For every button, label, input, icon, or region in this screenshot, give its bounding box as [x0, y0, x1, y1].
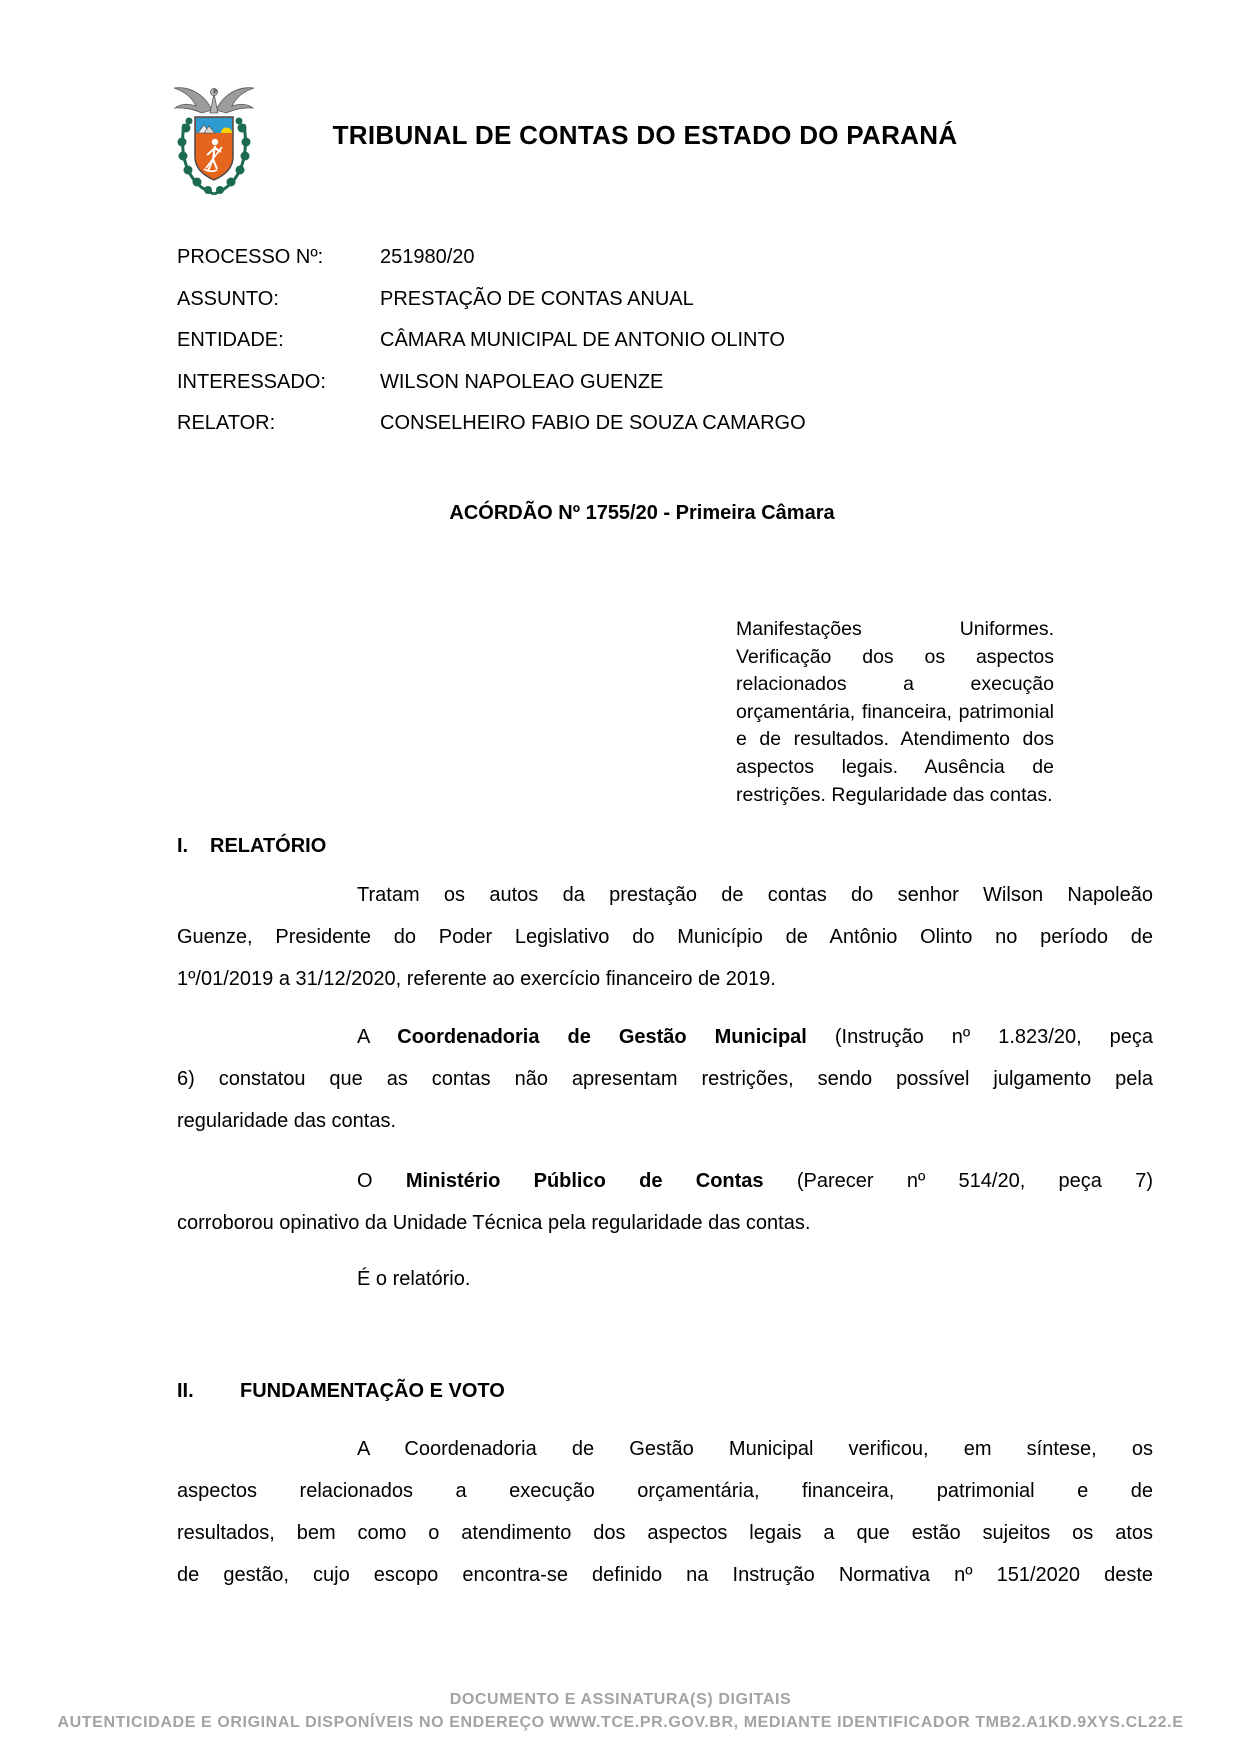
process-field-value: PRESTAÇÃO DE CONTAS ANUAL: [380, 287, 694, 310]
text-line: resultados, bem como o atendimento dos aspectos legais a que estão sujeitos os atos: [177, 1522, 1153, 1544]
paragraph: [177, 1160, 1153, 1244]
section-title: RELATÓRIO: [210, 835, 327, 857]
process-field-row: [177, 288, 1153, 330]
text-line: Verificação dos os aspectos: [736, 645, 1054, 668]
text-line: aspectos relacionados a execução orçamentária, financeira, patrimonial e de: [177, 1480, 1153, 1502]
ementa-block: [736, 616, 1054, 809]
paragraph: [177, 1258, 1153, 1300]
paragraph: [177, 874, 1153, 1000]
process-field-row: [177, 246, 1153, 288]
paragraph: [177, 1428, 1153, 1596]
parana-coat-of-arms-logo: [168, 80, 260, 200]
process-field-row: [177, 371, 1153, 413]
process-field-value: CONSELHEIRO FABIO DE SOUZA CAMARGO: [380, 412, 806, 434]
section-heading-fundamentacao: [177, 1380, 1153, 1403]
text-line: aspectos legais. Ausência de: [736, 755, 1054, 778]
section-number: I.: [177, 835, 189, 857]
section-number: II.: [177, 1380, 194, 1402]
footer-line-2: AUTENTICIDADE E ORIGINAL DISPONÍVEIS NO ENDEREÇO WWW.TCE.PR.GOV.BR, MEDIANTE IDENTIFICADOR TMB2.A1KD.9XYS.CL22.E: [57, 1714, 1184, 1731]
process-field-label: PROCESSO Nº:: [177, 246, 324, 268]
process-info-block: [177, 246, 1153, 454]
text-line: relacionados a execução: [736, 673, 1054, 696]
page-title: TRIBUNAL DE CONTAS DO ESTADO DO PARANÁ: [332, 120, 958, 150]
process-field-row: [177, 412, 1153, 454]
digital-signature-footer: [0, 1688, 1241, 1734]
process-field-row: [177, 329, 1153, 371]
text-line: corroborou opinativo da Unidade Técnica pela regularidade das contas.: [177, 1212, 811, 1234]
paragraph: [177, 1016, 1153, 1142]
text-line: É o relatório.: [357, 1268, 471, 1290]
text-line: A Coordenadoria de Gestão Municipal (Instrução nº 1.823/20, peça: [357, 1026, 1154, 1048]
process-field-value: WILSON NAPOLEAO GUENZE: [380, 370, 664, 393]
text-line: regularidade das contas.: [177, 1110, 397, 1132]
process-field-value: 251980/20: [380, 246, 475, 268]
text-line: Tratam os autos da prestação de contas do senhor Wilson Napoleão: [357, 884, 1153, 906]
text-line: O Ministério Público de Contas (Parecer nº 514/20, peça 7): [357, 1170, 1153, 1192]
process-field-label: ASSUNTO:: [177, 287, 279, 310]
text-line: 1º/01/2019 a 31/12/2020, referente ao exercício financeiro de 2019.: [177, 968, 776, 990]
process-field-label: RELATOR:: [177, 412, 276, 434]
process-field-label: ENTIDADE:: [177, 329, 284, 351]
section-title: FUNDAMENTAÇÃO E VOTO: [240, 1380, 505, 1402]
process-field-value: CÂMARA MUNICIPAL DE ANTONIO OLINTO: [380, 329, 785, 351]
footer-line-1: DOCUMENTO E ASSINATURA(S) DIGITAIS: [449, 1691, 792, 1708]
text-line: restrições. Regularidade das contas.: [736, 783, 1053, 806]
text-line: de gestão, cujo escopo encontra-se definido na Instrução Normativa nº 151/2020 deste: [177, 1564, 1153, 1586]
acordao-title: ACÓRDÃO Nº 1755/20 - Primeira Câmara: [449, 502, 835, 524]
section-heading-relatorio: [177, 835, 1153, 858]
text-line: A Coordenadoria de Gestão Municipal verificou, em síntese, os: [357, 1438, 1153, 1460]
text-line: Manifestações Uniformes.: [736, 618, 1054, 640]
shield-icon: [195, 117, 233, 180]
text-line: orçamentária, financeira, patrimonial: [736, 700, 1054, 723]
text-line: e de resultados. Atendimento dos: [736, 728, 1054, 751]
text-line: Guenze, Presidente do Poder Legislativo do Município de Antônio Olinto no período de: [177, 926, 1153, 948]
text-line: 6) constatou que as contas não apresentam restrições, sendo possível julgamento pela: [177, 1068, 1153, 1090]
process-field-label: INTERESSADO:: [177, 370, 326, 393]
eagle-icon: [174, 88, 254, 113]
